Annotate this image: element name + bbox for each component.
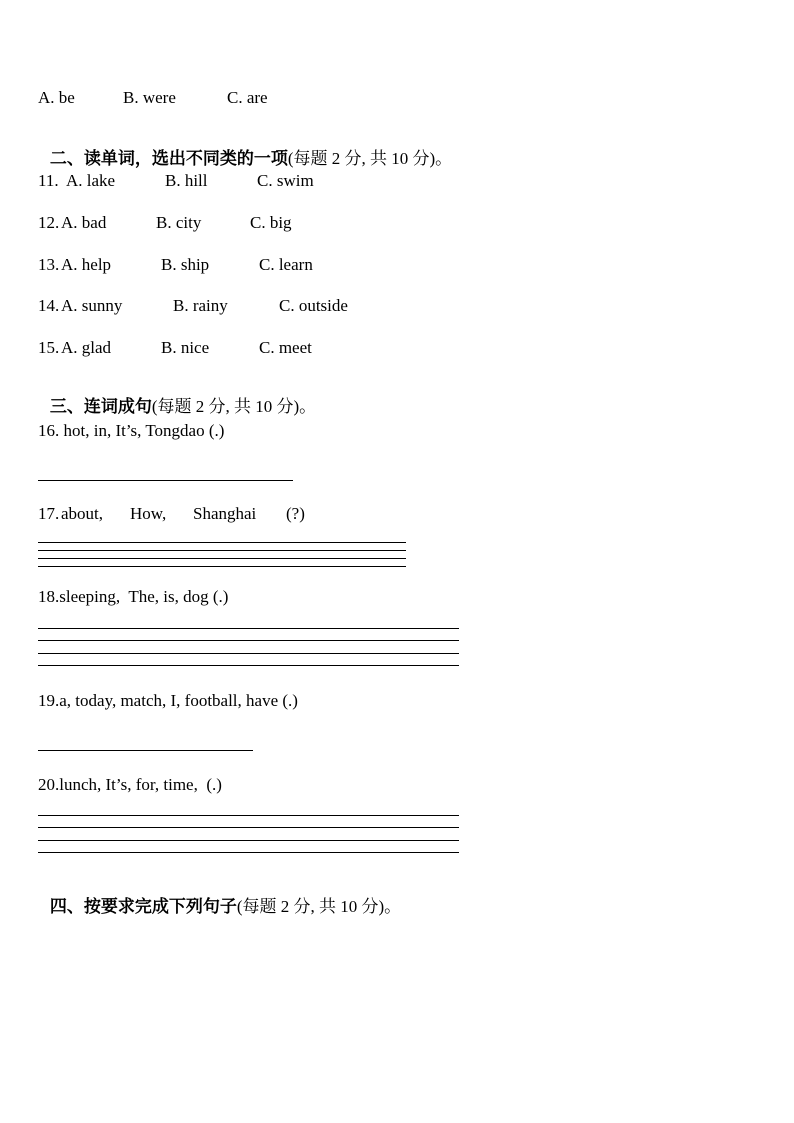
q14-option-a: A. sunny <box>61 296 123 315</box>
q12-number: 12. <box>38 213 60 232</box>
q19-answer-line[interactable] <box>38 750 253 751</box>
q17-word-1: about, <box>61 504 104 523</box>
q10-option-c: C. are <box>227 88 268 107</box>
q11-option-c: C. swim <box>257 171 314 190</box>
section-2-heading <box>38 129 452 169</box>
q20-answer-line-4[interactable] <box>38 852 459 853</box>
q15-option-a: A. glad <box>61 338 112 357</box>
q14-option-b: B. rainy <box>173 296 228 315</box>
q15-number: 15. <box>38 338 60 357</box>
q17-word-3: Shanghai <box>193 504 257 523</box>
section-3-score: (每题 2 分, 共 10 分)。 <box>151 397 317 416</box>
q17-answer-line-2[interactable] <box>38 550 406 551</box>
q18-answer-line-2[interactable] <box>38 640 459 641</box>
question-19-prompt: 19.a, today, match, I, football, have (.) <box>38 691 298 710</box>
q13-number: 13. <box>38 255 60 274</box>
question-16-prompt: 16. hot, in, It’s, Tongdao (.) <box>38 421 225 440</box>
q20-answer-line-2[interactable] <box>38 827 459 828</box>
q15-option-b: B. nice <box>161 338 210 357</box>
q13-option-b: B. ship <box>161 255 210 274</box>
question-20-prompt: 20.lunch, It’s, for, time, (.) <box>38 775 222 794</box>
q12-option-c: C. big <box>250 213 292 232</box>
q13-option-c: C. learn <box>259 255 313 274</box>
q17-word-2: How, <box>130 504 167 523</box>
q12-option-b: B. city <box>156 213 202 232</box>
q10-option-a: A. be <box>38 88 75 107</box>
q14-number: 14. <box>38 296 60 315</box>
q14-option-c: C. outside <box>279 296 348 315</box>
q18-answer-line-1[interactable] <box>38 628 459 629</box>
section-4-title: 四、按要求完成下列句子 <box>49 897 237 917</box>
q16-answer-line[interactable] <box>38 480 293 481</box>
section-2-score: (每题 2 分, 共 10 分)。 <box>287 149 453 168</box>
section-3-title: 三、连词成句 <box>49 397 152 417</box>
q20-answer-line-3[interactable] <box>38 840 459 841</box>
q11-option-a: A. lake <box>66 171 116 190</box>
section-3-heading <box>38 377 316 417</box>
q17-answer-line-3[interactable] <box>38 558 406 559</box>
q18-answer-line-3[interactable] <box>38 653 459 654</box>
section-4-heading <box>38 877 401 917</box>
question-18-prompt: 18.sleeping, The, is, dog (.) <box>38 587 229 606</box>
q18-answer-line-4[interactable] <box>38 665 459 666</box>
q10-option-b: B. were <box>123 88 176 107</box>
q13-option-a: A. help <box>61 255 112 274</box>
q20-answer-line-1[interactable] <box>38 815 459 816</box>
q12-option-a: A. bad <box>61 213 107 232</box>
section-4-score: (每题 2 分, 共 10 分)。 <box>236 897 402 916</box>
q11-number: 11. <box>38 171 59 190</box>
q17-word-4: (?) <box>286 504 305 523</box>
q11-option-b: B. hill <box>165 171 208 190</box>
section-2-title: 二、读单词，选出不同类的一项 <box>49 149 288 169</box>
q17-answer-line-4[interactable] <box>38 566 406 567</box>
q17-answer-line-1[interactable] <box>38 542 406 543</box>
q17-number: 17. <box>38 504 60 523</box>
q15-option-c: C. meet <box>259 338 312 357</box>
